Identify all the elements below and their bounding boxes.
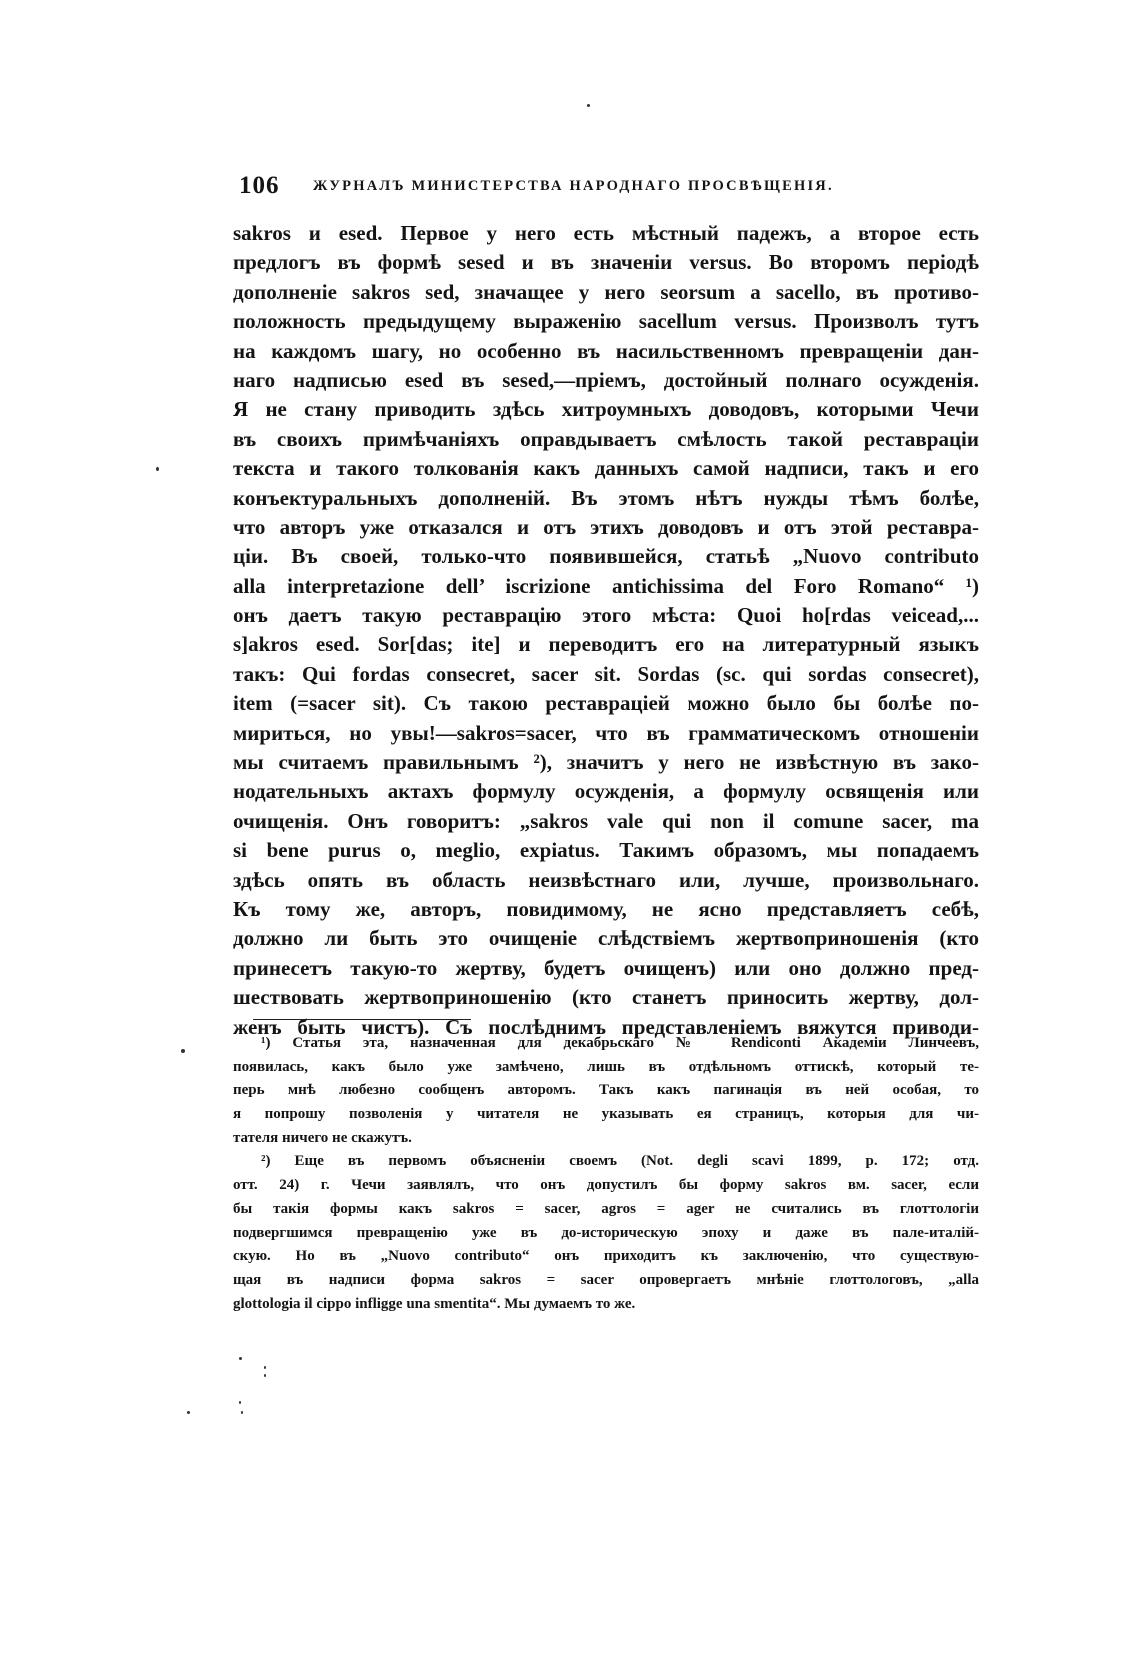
body-line: должно ли быть это очищеніе слѣдствіемъ жертвоприношенія (кто	[233, 926, 979, 951]
body-line: sakros и esed. Первое у него есть мѣстный падежъ, а второе есть	[233, 221, 979, 245]
body-line: предлогъ въ формѣ sesed и въ значеніи versus. Во второмъ періодѣ	[233, 250, 979, 275]
body-line: дополненіе sakros sed, значащее у него seorsum a sacello, въ противо-	[233, 279, 979, 304]
body-line: нодательныхъ актахъ формулу осужденія, а формулу освященія или	[233, 779, 979, 804]
scan-speck	[187, 1411, 190, 1414]
page-number: 106	[239, 172, 280, 199]
body-line: что авторъ уже отказался и отъ этихъ доводовъ и отъ этой реставра-	[233, 514, 979, 539]
footnote-2-line: щая въ надписи форма sakros = sacer опровергаетъ мнѣніе глоттологовъ, „alla	[233, 1271, 979, 1288]
body-line: конъектуральныхъ дополненій. Въ этомъ нѣтъ нужды тѣмъ болѣе,	[233, 485, 979, 510]
body-line: мириться, но увы!—sakros=sacer, что въ грамматическомъ отношеніи	[233, 720, 979, 745]
footnote-2-line: бы такія формы какъ sakros = sacer, agros = ager не считались въ глоттологіи	[233, 1200, 979, 1217]
body-line: текста и такого толкованія какъ данныхъ самой надписи, такъ и его	[233, 456, 979, 481]
scan-speck	[181, 1049, 185, 1053]
body-line: положность предыдущему выраженію sacellum versus. Произволъ тутъ	[233, 309, 979, 334]
footnote-2-line: отт. 24) г. Чечи заявлялъ, что онъ допустилъ бы форму sakros вм. sacer, если	[233, 1177, 979, 1194]
footnote-1-line: появилась, какъ было уже замѣчено, лишь въ отдѣльномъ оттискѣ, который те-	[233, 1058, 979, 1075]
body-line: alla interpretazione dell’ iscrizione antichissima del Foro Romano“ ¹)	[233, 573, 979, 598]
body-line: мы считаемъ правильнымъ ²), значитъ у него не извѣстную въ зако-	[233, 750, 979, 775]
body-line: такъ: Qui fordas consecret, sacer sit. Sordas (sc. qui sordas consecret),	[233, 661, 979, 686]
scan-speck	[156, 467, 159, 471]
body-line: принесетъ такую-то жертву, будетъ очищенъ) или оно должно пред-	[233, 955, 979, 980]
footnote-1-line: ¹) Статья эта, назначенная для декабрьскаго № Rendiconti Академіи Линчеевъ,	[261, 1035, 979, 1051]
body-line: наго надписью esed въ sesed,—пріемъ, достойный полнаго осужденія.	[233, 367, 979, 392]
body-line: ціи. Въ своей, только-что появившейся, статьѣ „Nuovo contributo	[233, 544, 979, 569]
footnote-2-line: glottologia il cippo infligge una smentita“. Мы думаемъ то же.	[233, 1295, 636, 1312]
body-line: шествовать жертвоприношенію (кто станетъ приносить жертву, дол-	[233, 985, 979, 1010]
footnote-2-line: подвергшимся превращенію уже въ до-историческую эпоху и даже въ пале-италій-	[233, 1224, 979, 1241]
running-title: ЖУРНАЛЪ МИНИСТЕРСТВА НАРОДНАГО ПРОСВѢЩЕНІЯ.	[313, 178, 834, 194]
footnote-separator	[253, 1019, 471, 1020]
body-line: si bene purus o, meglio, expiatus. Такимъ образомъ, мы попадаемъ	[233, 838, 979, 863]
body-line: на каждомъ шагу, но особенно въ насильственномъ превращеніи дан-	[233, 338, 979, 363]
body-line: Къ тому же, авторъ, повидимому, не ясно представляетъ себѣ,	[233, 896, 979, 921]
scan-speck	[264, 1366, 266, 1369]
scan-speck	[241, 1411, 243, 1414]
footnote-1-line: я попрошу позволенія у читателя не указывать ея страницъ, которыя для чи-	[233, 1106, 979, 1123]
running-header	[239, 172, 979, 202]
scan-speck	[239, 1357, 242, 1360]
footnote-2-line: ²) Еще въ первомъ объясненіи своемъ (Not. degli scavi 1899, p. 172; отд.	[261, 1153, 979, 1170]
body-line: очищенія. Онъ говоритъ: „sakros vale qui non il comune sacer, ma	[233, 808, 979, 833]
footnote-1-line: перь мнѣ любезно сообщенъ авторомъ. Такъ какъ пагинація въ ней особая, то	[233, 1082, 979, 1099]
scan-speck	[239, 1401, 241, 1404]
footnote-2-line: скую. Но въ „Nuovo contributo“ онъ приходитъ къ заключенію, что существую-	[233, 1248, 979, 1265]
scan-speck	[587, 104, 590, 107]
body-line: Я не стану приводить здѣсь хитроумныхъ доводовъ, которыми Чечи	[233, 397, 979, 422]
body-line: онъ даетъ такую реставрацію этого мѣста: Quoi ho[rdas veicead,...	[233, 603, 979, 628]
body-line: здѣсь опять въ область неизвѣстнаго или, лучше, произвольнаго.	[233, 867, 979, 892]
body-text	[233, 219, 979, 1042]
body-line: въ своихъ примѣчаніяхъ оправдываетъ смѣлость такой реставраціи	[233, 426, 979, 451]
footnotes	[233, 1032, 979, 1316]
scan-speck	[264, 1374, 266, 1377]
body-line: женъ быть чистъ). Съ послѣднимъ представленіемъ вяжутся приводи-	[233, 1014, 979, 1039]
body-line: s]akros esed. Sor[das; ite] и переводитъ его на литературный языкъ	[233, 632, 979, 657]
footnote-1-line: тателя ничего не скажутъ.	[233, 1129, 412, 1146]
body-line: item (=sacer sit). Съ такою реставраціей можно было бы болѣе по-	[233, 691, 979, 716]
